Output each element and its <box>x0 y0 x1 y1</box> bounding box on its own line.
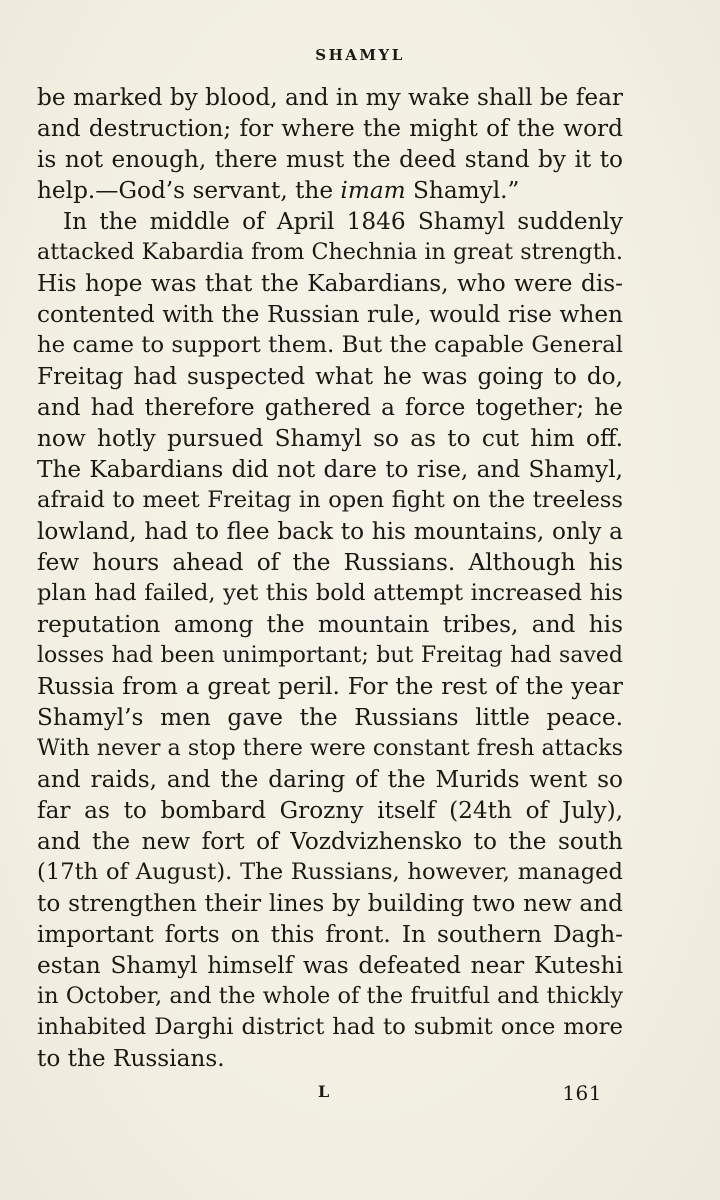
text-line: reputation among the mountain tribes, and his <box>37 611 623 638</box>
text-line: Shamyl’s men gave the Russians little peace. <box>37 704 623 731</box>
text-line: is not enough, there must the deed stand by it to <box>37 146 623 173</box>
page-number: 161 <box>562 1081 602 1105</box>
text-line: far as to bombard Grozny itself (24th of July), <box>37 797 623 824</box>
text-segment: help.—God’s servant, the <box>37 177 341 204</box>
text-line: Freitag had suspected what he was going to do, <box>37 363 623 390</box>
text-line: Russia from a great peril. For the rest of the year <box>37 673 623 700</box>
text-line: The Kabardians did not dare to rise, and Shamyl, <box>37 456 623 483</box>
text-line: plan had failed, yet this bold attempt increased his <box>37 580 623 606</box>
signature-mark: L <box>318 1082 331 1101</box>
italic-term: imam <box>340 177 406 204</box>
text-line: and raids, and the daring of the Murids went so <box>37 766 623 793</box>
text-line: be marked by blood, and in my wake shall be fear <box>37 84 623 111</box>
text-line: in October, and the whole of the fruitful and thickly <box>37 983 623 1009</box>
text-line: and the new fort of Vozdvizhensko to the south <box>37 828 623 855</box>
text-line <box>37 175 623 206</box>
text-line: estan Shamyl himself was defeated near Kuteshi <box>37 952 623 979</box>
running-head: SHAMYL <box>315 46 405 64</box>
text-line: With never a stop there were constant fresh attacks <box>37 735 623 761</box>
text-line: inhabited Darghi district had to submit once more <box>37 1014 623 1040</box>
text-line: afraid to meet Freitag in open fight on the treeless <box>37 487 623 513</box>
text-segment: Shamyl.” <box>405 177 520 204</box>
text-line: and had therefore gathered a force together; he <box>37 394 623 421</box>
text-line: In the middle of April 1846 Shamyl suddenly <box>63 208 623 235</box>
text-line: lowland, had to flee back to his mountains, only a <box>37 518 623 545</box>
text-line: important forts on this front. In southern Dagh- <box>37 921 623 948</box>
text-line: attacked Kabardia from Chechnia in great strength. <box>37 239 623 265</box>
text-line: he came to support them. But the capable General <box>37 332 623 358</box>
body-text <box>37 82 623 1074</box>
text-line: losses had been unimportant; but Freitag had saved <box>37 643 623 668</box>
text-line: to strengthen their lines by building two new and <box>37 890 623 917</box>
text-line: (17th of August). The Russians, however, managed <box>37 859 623 885</box>
text-line: contented with the Russian rule, would rise when <box>37 301 623 328</box>
text-line: few hours ahead of the Russians. Although his <box>37 549 623 576</box>
text-line: His hope was that the Kabardians, who were dis- <box>37 270 623 297</box>
text-line: to the Russians. <box>37 1045 225 1072</box>
text-line: now hotly pursued Shamyl so as to cut him off. <box>37 425 623 452</box>
text-line: and destruction; for where the might of the word <box>37 115 623 142</box>
